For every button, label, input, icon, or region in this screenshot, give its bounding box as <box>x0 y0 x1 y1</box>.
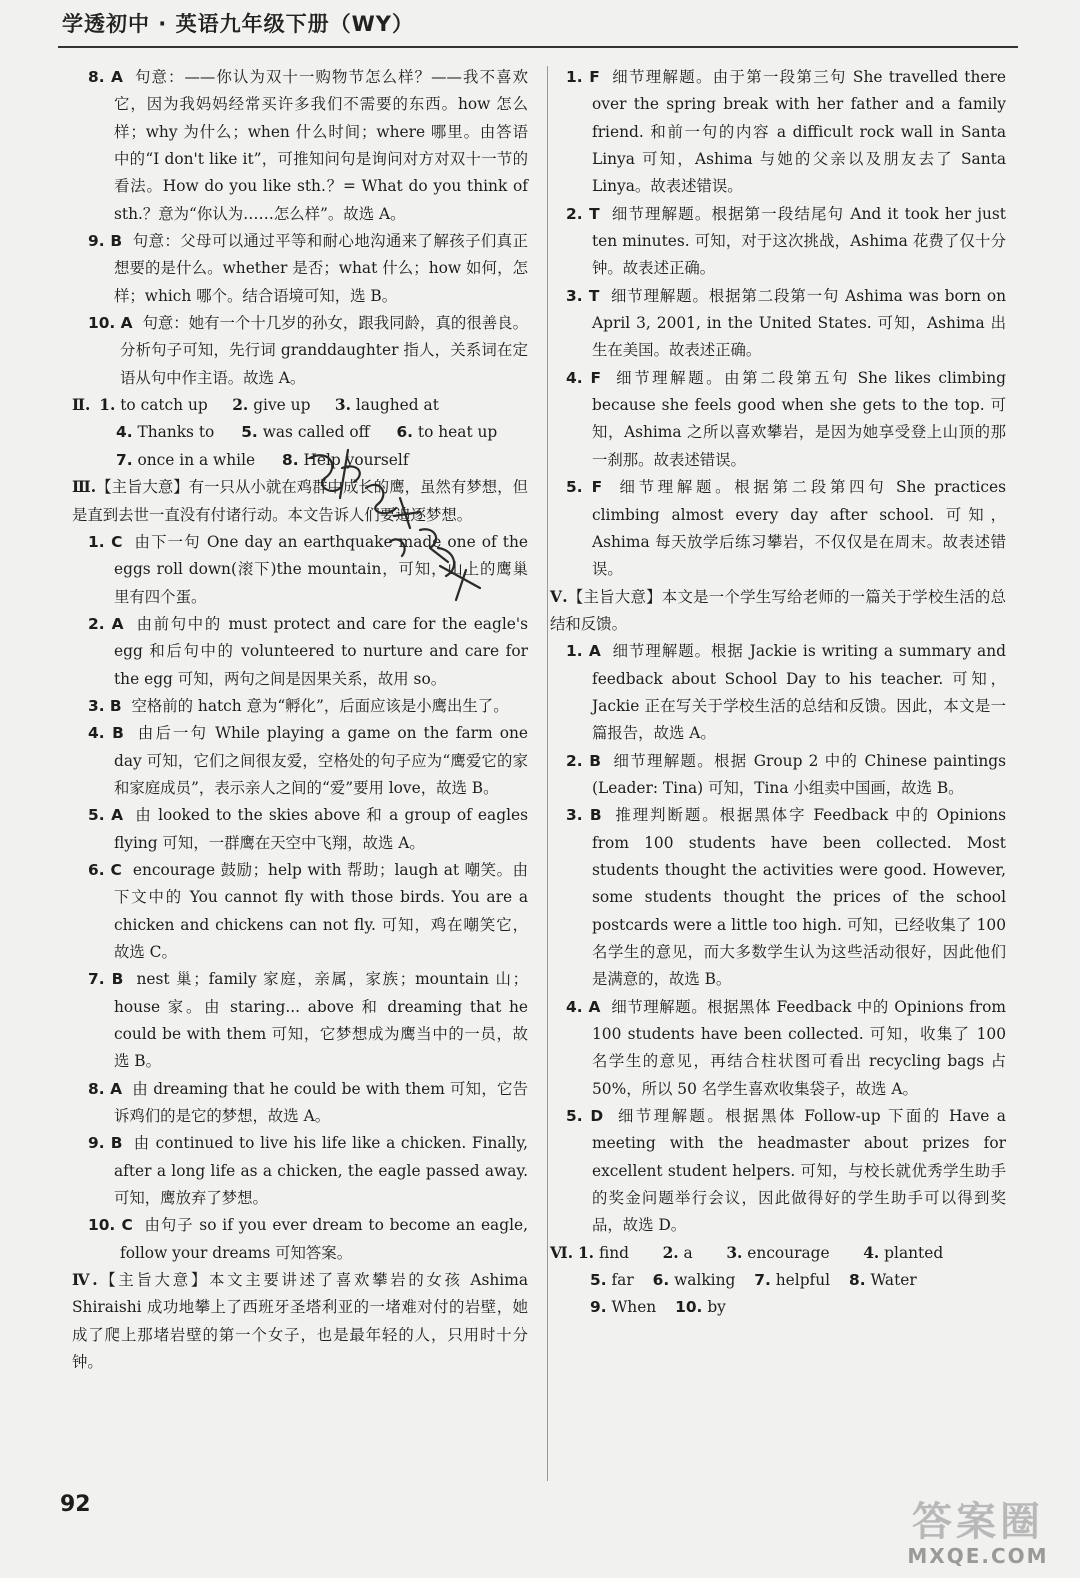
answer-item: 10. A 句意：她有一个十几岁的孙女，跟我同龄，真的很善良。分析句子可知，先行词 granddaughter 指人，关系词在定语从句中作主语。故选 A。 <box>88 314 528 387</box>
answer-item: 1. A 细节理解题。根据 Jackie is writing a summary and feedback about School Day to his teacher. 可知，Jackie 正在写关于学校生活的总结和反馈。因此，本文是一篇报告，故选 A。 <box>566 642 1006 743</box>
section-2-row: 4. Thanks to 5. was called off 6. to heat up <box>116 423 498 442</box>
section-6-row: Ⅵ. 1. find 2. a 3. encourage 4. planted <box>550 1243 944 1262</box>
answer-item: 8. A 由 dreaming that he could be with them 可知，它告诉鸡们的是它的梦想，故选 A。 <box>88 1079 529 1126</box>
site-watermark <box>888 1500 1068 1572</box>
watermark-url: MXQE.COM <box>907 1544 1049 1568</box>
section-5-intro: Ⅴ.【主旨大意】本文是一个学生写给老师的一篇关于学校生活的总结和反馈。 <box>550 587 1006 633</box>
watermark-logo-text: 答案圈 <box>912 1499 1044 1545</box>
answer-item: 4. A 细节理解题。根据黑体 Feedback 中的 Opinions from 100 students have been collected. 可知，收集了 100 名学生的意见，再结合柱状图可看出 recycling bags 占 50%，所以 50 名学生喜欢收集袋子，故选 A。 <box>566 997 1006 1098</box>
answer-item: 2. A 由前句中的 must protect and care for the eagle's egg 和后句中的 volunteered to nurture and care for the egg 可知，两句之间是因果关系，故用 so。 <box>88 614 528 688</box>
answer-item: 2. B 细节理解题。根据 Group 2 中的 Chinese paintings (Leader: Tina) 可知，Tina 小组卖中国画，故选 B。 <box>566 751 1006 797</box>
answer-item: 3. B 空格前的 hatch 意为“孵化”，后面应该是小鹰出生了。 <box>88 696 509 715</box>
page-header-title: 学透初中 · 英语九年级下册（WY） <box>62 12 414 36</box>
answer-item: 7. B nest 巢；family 家庭，亲属，家族；mountain 山；house 家。由 staring... above 和 dreaming that he could be with them 可知，它梦想成为鹰当中的一员，故选 B。 <box>88 970 528 1071</box>
section-6-row: 5. far 6. walking 7. helpful 8. Water <box>590 1271 917 1290</box>
answer-item: 6. C encourage 鼓励；help with 帮助；laugh at 嘲笑。由下文中的 You cannot fly with those birds. You are a chicken and chickens can not fly. 可知，鸡在嘲笑它，故选 C。 <box>88 860 528 961</box>
answer-item: 2. T 细节理解题。根据第一段结尾句 And it took her just ten minutes. 可知，对于这次挑战，Ashima 花费了仅十分钟。故表述正确。 <box>566 204 1006 278</box>
answer-item: 3. T 细节理解题。根据第二段第一句 Ashima was born on April 3, 2001, in the United States. 可知，Ashima 出生在美国。故表述正确。 <box>566 286 1006 360</box>
right-column <box>550 64 1006 1322</box>
section-6-row: 9. When 10. by <box>590 1298 726 1317</box>
answer-item: 1. F 细节理解题。由于第一段第三句 She travelled there over the spring break with her father and a family friend. 和前一句的内容 a difficult rock wall in Santa Linya 可知，Ashima 与她的父亲以及朋友去了 Santa Linya。故表述错误。 <box>566 68 1006 196</box>
answer-item: 9. B 句意：父母可以通过平等和耐心地沟通来了解孩子们真正想要的是什么。whether 是否；what 什么；how 如何，怎样；which 哪个。结合语境可知，选 B。 <box>88 232 528 305</box>
answer-item: 4. F 细节理解题。由第二段第五句 She likes climbing because she feels good when she gets to the top. 可知，Ashima 之所以喜欢攀岩，是因为她享受登上山顶的那一刹那。故表述错误。 <box>566 368 1006 469</box>
answer-item: 5. F 细节理解题。根据第二段第四句 She practices climbing almost every day after school. 可知，Ashima 每天放学后练习攀岩，不仅仅是在周末。故表述错误。 <box>566 478 1006 579</box>
left-column <box>72 64 529 1377</box>
page-number: 92 <box>60 1492 91 1517</box>
answer-item: 9. B 由 continued to live his life like a chicken. Finally, after a long life as a chicken, the eagle passed away. 可知，鹰放弃了梦想。 <box>88 1134 528 1208</box>
section-4-intro: Ⅳ.【主旨大意】本文主要讲述了喜欢攀岩的女孩 Ashima Shiraishi 成功地攀上了西班牙圣塔利亚的一堵难对付的岩壁，她成了爬上那堵岩壁的第一个女子，也是最年轻的人，只用时十分钟。 <box>72 1271 528 1372</box>
answer-item: 8. A 句意：——你认为双十一购物节怎么样？——我不喜欢它，因为我妈妈经常买许多我们不需要的东西。how 怎么样；why 为什么；when 什么时间；where 哪里。由答语中的“I don't like it”，可推知问句是询问对方对双十一节的看法。How do you like sth.？= What do you think of sth.？意为“你认为……怎么样”。故选 A。 <box>88 68 528 223</box>
answer-item: 10. C 由句子 so if you ever dream to become an eagle, follow your dreams 可知答案。 <box>88 1216 529 1262</box>
column-divider <box>547 66 548 1481</box>
section-2-row: Ⅱ. 1. to catch up 2. give up 3. laughed at <box>72 396 439 415</box>
section-3-intro: Ⅲ.【主旨大意】有一只从小就在鸡群中成长的鹰，虽然有梦想，但是直到去世一直没有付诸行动。本文告诉人们要追逐梦想。 <box>72 478 528 524</box>
answer-item: 3. B 推理判断题。根据黑体字 Feedback 中的 Opinions from 100 students have been collected. Most students thought the activities were good. However, some students thought the prices of the school postcards were a little too high. 可知，已经收集了 100 名学生的意见，而大多数学生认为这些活动很好，因此他们是满意的，故选 B。 <box>566 806 1006 989</box>
section-2-row: 7. once in a while 8. Help yourself <box>116 450 409 469</box>
answer-item: 5. A 由 looked to the skies above 和 a group of eagles flying 可知，一群鹰在天空中飞翔，故选 A。 <box>88 806 528 852</box>
header-rule <box>58 46 1018 48</box>
answer-item: 5. D 细节理解题。根据黑体 Follow-up 下面的 Have a meeting with the headmaster about prizes for excellent student helpers. 可知，与校长就优秀学生助手的奖金问题举行会议，因此做得好的学生助手可以得到奖品，故选 D。 <box>566 1107 1006 1235</box>
answer-item: 1. C 由下一句 One day an earthquake made one of the eggs roll down(滚下)the mountain，可知，山上的鹰巢里有四个蛋。 <box>88 532 528 606</box>
answer-item: 4. B 由后一句 While playing a game on the farm one day 可知，它们之间很友爱，空格处的句子应为“鹰爱它的家和家庭成员”，表示亲人之间的“爱”要用 love，故选 B。 <box>88 724 528 797</box>
